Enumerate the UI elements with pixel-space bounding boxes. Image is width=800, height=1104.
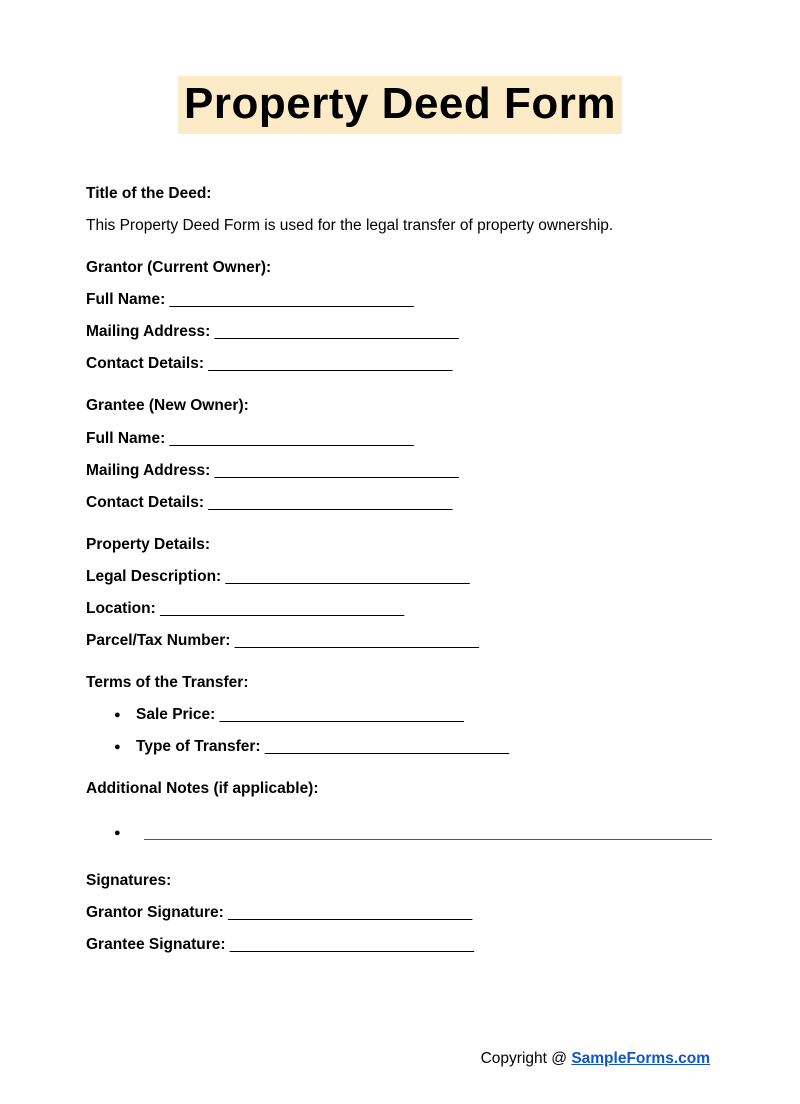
field-row xyxy=(86,565,714,589)
section-terms-of-transfer xyxy=(86,671,714,759)
field-row xyxy=(86,459,714,483)
field-label: Contact Details: xyxy=(86,355,204,373)
field-label: Mailing Address: xyxy=(86,461,211,479)
field-label: Contact Details: xyxy=(86,493,204,511)
field-label: Mailing Address: xyxy=(86,323,211,341)
section-heading xyxy=(86,256,714,280)
field-row xyxy=(86,629,714,653)
section-heading xyxy=(86,671,714,695)
list-item xyxy=(136,703,714,727)
field-blank-line[interactable]: ______________________________ xyxy=(225,567,470,585)
field-label: Full Name: xyxy=(86,429,166,447)
section-heading-label: Title of the Deed: xyxy=(86,185,212,203)
section-heading-label: Additional Notes (if applicable): xyxy=(86,779,319,797)
section-additional-notes xyxy=(86,777,714,845)
section-heading-label: Grantor (Current Owner): xyxy=(86,259,272,277)
section-description xyxy=(86,214,714,238)
field-label: Location: xyxy=(86,599,156,617)
field-row xyxy=(86,491,714,515)
section-signatures xyxy=(86,869,714,957)
page-title: Property Deed Form xyxy=(178,76,622,134)
field-blank-line[interactable]: ______________________________ xyxy=(208,355,452,373)
copyright-text: Copyright @ xyxy=(480,1050,567,1067)
field-label: Grantor Signature: xyxy=(86,903,224,921)
section-heading-label: Grantee (New Owner): xyxy=(86,397,249,415)
field-blank-line[interactable]: ______________________________ xyxy=(264,737,509,755)
section-heading xyxy=(86,869,714,893)
section-heading-label: Property Details: xyxy=(86,535,211,553)
field-blank-line[interactable]: ______________________________ xyxy=(229,935,474,953)
field-blank-line[interactable]: ______________________________ xyxy=(169,429,414,447)
section-heading-label: Terms of the Transfer: xyxy=(86,673,249,691)
section-heading xyxy=(86,777,714,801)
field-row xyxy=(86,352,714,376)
field-label: Full Name: xyxy=(86,291,166,309)
notes-blank-line[interactable] xyxy=(144,825,712,840)
field-row xyxy=(86,597,714,621)
section-title-of-deed xyxy=(86,182,714,238)
field-row xyxy=(86,320,714,344)
section-heading xyxy=(86,182,714,206)
field-blank-line[interactable]: ______________________________ xyxy=(208,493,452,511)
terms-bullet-list xyxy=(86,703,714,759)
section-heading-label: Signatures: xyxy=(86,871,172,889)
footer xyxy=(0,1050,800,1068)
title-container xyxy=(0,76,800,134)
field-row xyxy=(86,427,714,451)
section-grantor xyxy=(86,256,714,376)
field-blank-line[interactable]: ______________________________ xyxy=(214,323,459,341)
field-blank-line[interactable]: ______________________________ xyxy=(219,705,464,723)
section-heading xyxy=(86,533,714,557)
field-label: Legal Description: xyxy=(86,567,222,585)
field-row xyxy=(86,288,714,312)
section-property-details xyxy=(86,533,714,653)
section-heading xyxy=(86,394,714,418)
field-label: Parcel/Tax Number: xyxy=(86,631,231,649)
field-label: Sale Price: xyxy=(136,705,216,723)
field-row xyxy=(86,901,714,925)
section-grantee xyxy=(86,394,714,514)
field-blank-line[interactable]: ______________________________ xyxy=(214,461,459,479)
list-item xyxy=(140,821,714,845)
document-page xyxy=(0,76,800,1104)
field-blank-line[interactable]: ______________________________ xyxy=(160,599,404,617)
field-label: Type of Transfer: xyxy=(136,737,261,755)
sampleforms-link[interactable]: SampleForms.com xyxy=(571,1050,710,1067)
field-label: Grantee Signature: xyxy=(86,935,226,953)
field-blank-line[interactable]: ______________________________ xyxy=(228,903,472,921)
field-blank-line[interactable]: ______________________________ xyxy=(169,291,414,309)
field-row xyxy=(86,933,714,957)
section-description-text: This Property Deed Form is used for the legal transfer of property ownership. xyxy=(86,217,614,235)
notes-bullet-list xyxy=(86,821,714,845)
document-body xyxy=(0,182,800,956)
field-blank-line[interactable]: ______________________________ xyxy=(234,631,479,649)
list-item xyxy=(136,735,714,759)
